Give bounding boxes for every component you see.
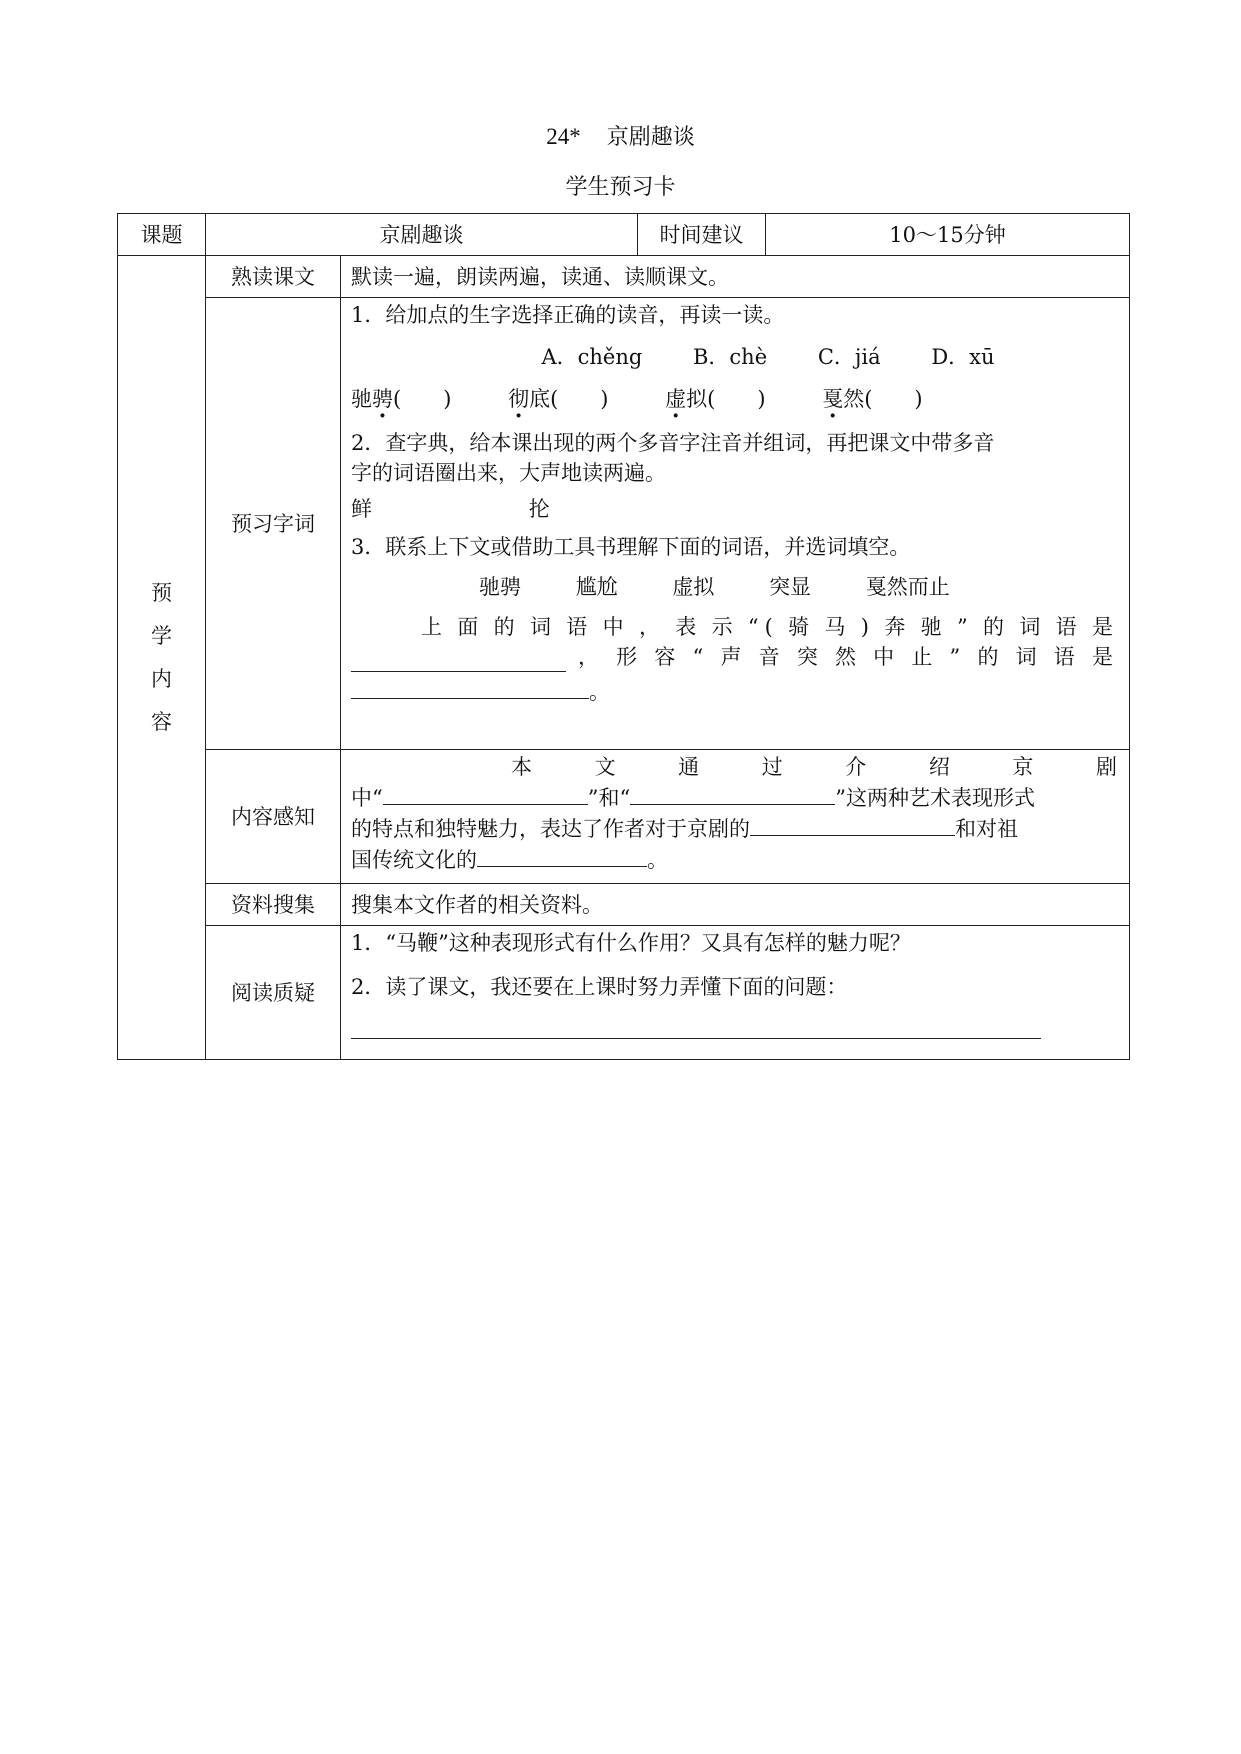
choice-word: 突显: [769, 575, 812, 599]
content-line1: 本文通过介绍京剧: [511, 755, 1119, 779]
section-label-char: 预: [151, 580, 172, 605]
reading-options: [351, 342, 1119, 372]
word-item: 彻底( ): [508, 387, 609, 411]
choice-word: 驰骋: [479, 575, 521, 599]
preview-card-table: [117, 213, 1130, 1060]
questions-content: [341, 926, 1130, 1060]
section-label: [118, 256, 206, 1060]
dotted-char: 骋: [372, 387, 393, 411]
words-q3: 3．联系上下文或借助工具书理解下面的词语，并选词填空。: [351, 535, 911, 559]
option-b: B．chè: [692, 345, 768, 369]
dotted-char: 虚: [665, 387, 687, 411]
content-line4: 国传统文化的 。: [351, 844, 1119, 875]
content-text: [341, 750, 1130, 884]
fill-blank[interactable]: [351, 676, 589, 699]
dotted-char: 彻: [508, 387, 530, 411]
lesson-title: [0, 120, 1241, 151]
word-item: 戛然( ): [822, 387, 923, 411]
words-q3-sentence-line2: ，形容“声音突然中止”的词语是: [351, 642, 1119, 672]
time-label: 时间建议: [638, 214, 766, 256]
words-q2-line2: 字的词语圈出来，大声地读两遍。: [351, 461, 666, 485]
content-label: 内容感知: [206, 750, 341, 884]
words-q2-line1: 2．查字典，给本课出现的两个多音字注音并组词，再把课文中带多音: [351, 431, 995, 455]
topic-value: 京剧趣谈: [206, 214, 638, 256]
lesson-name: 京剧趣谈: [606, 125, 695, 150]
section-label-char: 容: [151, 709, 172, 734]
material-text: 搜集本文作者的相关资料。: [341, 884, 1130, 926]
time-value: 10～15分钟: [766, 214, 1130, 256]
word-item: 虚拟( ): [665, 387, 766, 411]
section-label-char: 内: [151, 666, 172, 691]
option-a: A．chěng: [541, 345, 643, 369]
reading-label: 熟读课文: [206, 256, 341, 298]
section-label-char: 学: [151, 623, 172, 648]
fill-blank[interactable]: [630, 782, 835, 805]
word-items: [351, 384, 1119, 414]
fill-blank[interactable]: [477, 844, 647, 867]
option-d: D．xū: [931, 345, 995, 369]
words-q3-sentence-line1: 上面的词语中，表示“(骑马)奔驰”的词语是: [421, 615, 1119, 639]
option-c: C．jiá: [817, 345, 881, 369]
question-2: 2．读了课文，我还要在上课时努力弄懂下面的问题：: [351, 975, 848, 999]
reading-text: 默读一遍，朗读两遍，读通、读顺课文。: [341, 256, 1130, 298]
words-label: 预习字词: [206, 298, 341, 750]
words-q1: 1．给加点的生字选择正确的读音，再读一读。: [351, 303, 785, 327]
content-line2: 中“ ”和“ ”这两种艺术表现形式: [351, 782, 1119, 813]
fill-blank[interactable]: [351, 649, 566, 672]
question-1: 1．“马鞭”这种表现形式有什么作用？又具有怎样的魅力呢？: [351, 931, 911, 955]
polyphone-char: 抡: [528, 497, 550, 521]
choice-word: 虚拟: [672, 575, 715, 599]
polyphone-chars: [351, 494, 1119, 524]
choice-words: [351, 572, 1119, 602]
question-answer-line[interactable]: [351, 1016, 1119, 1047]
questions-label: 阅读质疑: [206, 926, 341, 1060]
material-label: 资料搜集: [206, 884, 341, 926]
words-q3-sentence-line3: 。: [351, 676, 1119, 707]
word-item: 驰骋( ): [351, 387, 452, 411]
dotted-char: 戛: [822, 387, 844, 411]
fill-blank[interactable]: [383, 782, 588, 805]
words-content: [341, 298, 1130, 750]
card-title: 学生预习卡: [565, 175, 676, 200]
lesson-number: 24*: [546, 124, 581, 149]
fill-blank[interactable]: [750, 813, 955, 836]
choice-word: 尴尬: [575, 575, 618, 599]
choice-word: 戛然而止: [865, 575, 950, 599]
topic-label: 课题: [118, 214, 206, 256]
polyphone-char: 鲜: [351, 497, 372, 521]
content-line3: 的特点和独特魅力，表达了作者对于京剧的 和对祖: [351, 813, 1119, 844]
